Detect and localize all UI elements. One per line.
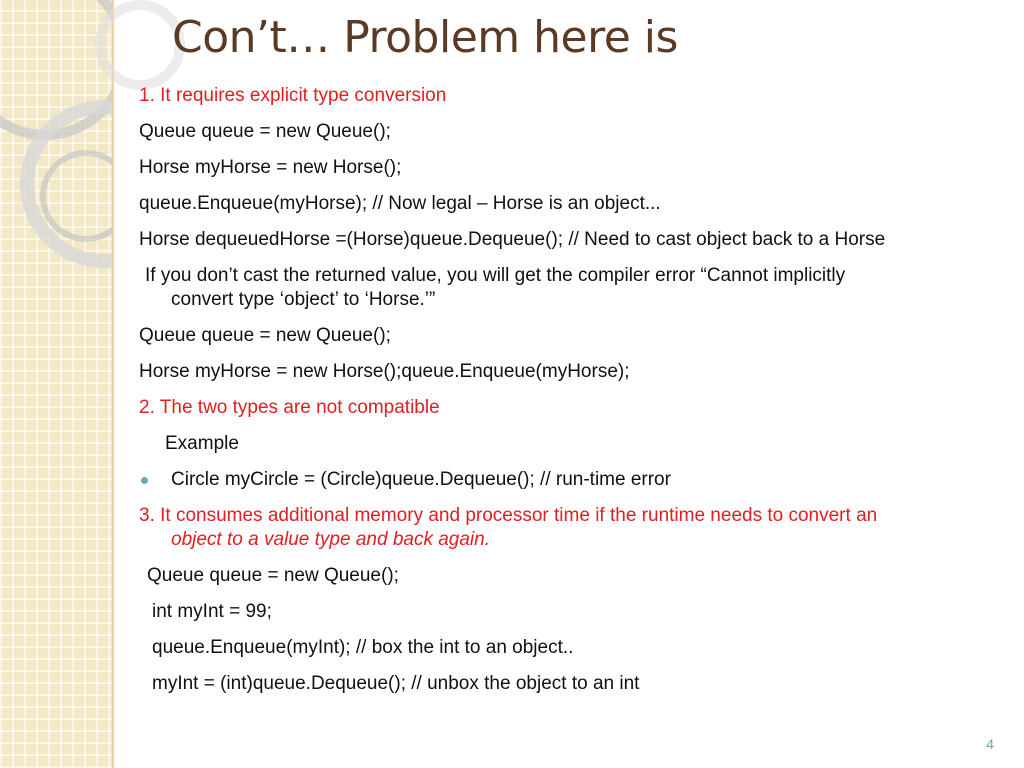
code-line: queue.Enqueue(myInt); // box the int to an object.. bbox=[152, 637, 574, 658]
slide-body bbox=[139, 84, 1013, 708]
decorative-side-panel bbox=[0, 0, 114, 768]
code-line: myInt = (int)queue.Dequeue(); // unbox the object to an int bbox=[152, 673, 640, 694]
cast-error-note bbox=[145, 264, 1013, 312]
note-text-continued: convert type ‘object’ to ‘Horse.’” bbox=[171, 289, 436, 310]
point-3-text-continued: object to a value type and back again. bbox=[171, 529, 491, 550]
example-label: Example bbox=[165, 433, 239, 454]
code-line: Horse myHorse = new Horse(); bbox=[139, 157, 402, 178]
code-line: Queue queue = new Queue(); bbox=[139, 325, 391, 346]
bullet-item bbox=[139, 468, 1013, 492]
code-line: Queue queue = new Queue(); bbox=[147, 565, 399, 586]
point-2-heading: 2. The two types are not compatible bbox=[139, 397, 440, 418]
bullet-text: Circle myCircle = (Circle)queue.Dequeue(); // run-time error bbox=[171, 469, 671, 490]
note-text: If you don’t cast the returned value, you will get the compiler error “Cannot implicitly bbox=[145, 265, 846, 286]
page-number: 4 bbox=[986, 736, 994, 752]
code-line: Horse dequeuedHorse =(Horse)queue.Dequeue(); // Need to cast object back to a Horse bbox=[139, 229, 886, 250]
code-line: Horse myHorse = new Horse();queue.Enqueue(myHorse); bbox=[139, 361, 630, 382]
point-3-heading bbox=[139, 504, 1013, 552]
code-line: Queue queue = new Queue(); bbox=[139, 121, 391, 142]
slide-title: Con’t… Problem here is bbox=[172, 12, 678, 63]
code-line: int myInt = 99; bbox=[152, 601, 272, 622]
bullet-icon bbox=[141, 477, 148, 484]
point-3-text: 3. It consumes additional memory and processor time if the runtime needs to convert an bbox=[139, 505, 878, 526]
code-line: queue.Enqueue(myHorse); // Now legal – Horse is an object... bbox=[139, 193, 661, 214]
point-1-heading: 1. It requires explicit type conversion bbox=[139, 85, 447, 106]
